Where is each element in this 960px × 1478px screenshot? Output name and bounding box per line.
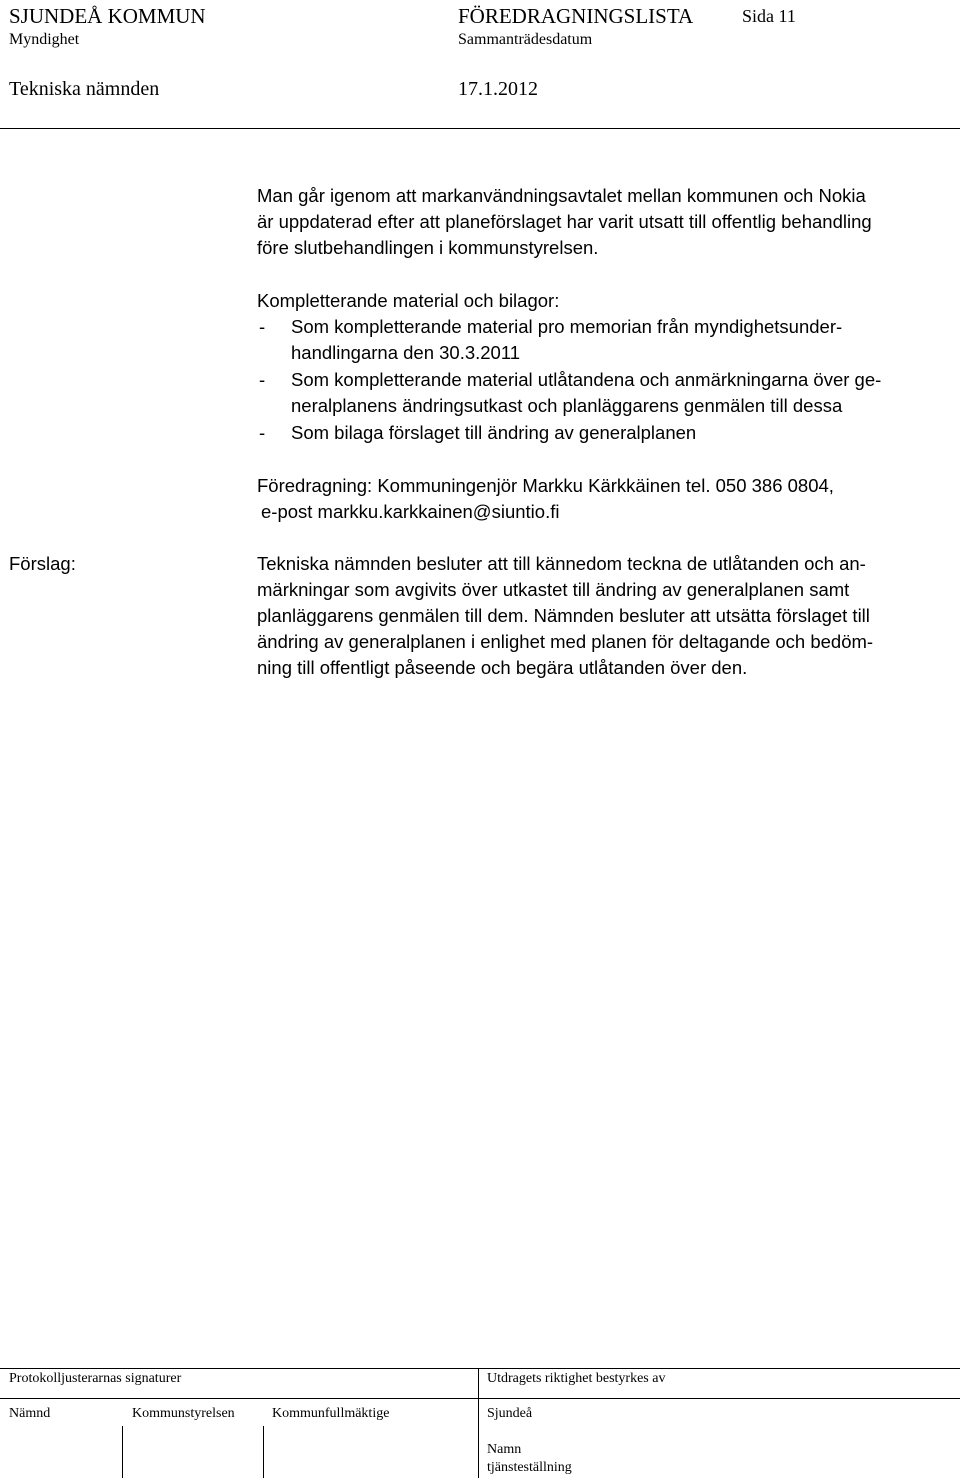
list-item-line: neralplanens ändringsutkast och planläggarens genmälen till dessa <box>291 395 843 416</box>
signature-column-label: Kommunstyrelsen <box>132 1406 235 1421</box>
list-bullet: - <box>259 422 266 443</box>
list-item-line: handlingarna den 30.3.2011 <box>291 342 521 363</box>
authority-label: Myndighet <box>9 31 80 48</box>
proposal-line: ning till offentligt påseende och begära utlåtanden över den. <box>257 657 748 678</box>
proposal-line: ändring av generalplanen i enlighet med planen för deltagande och bedöm- <box>257 631 874 652</box>
list-bullet: - <box>259 316 266 337</box>
intro-line: är uppdaterad efter att planeförslaget har varit utsatt till offentlig behandling <box>257 211 872 232</box>
presenter-email: e-post markku.karkkainen@siuntio.fi <box>261 501 560 522</box>
footer-divider-vertical <box>263 1426 264 1478</box>
name-label: Namn <box>487 1442 522 1457</box>
meeting-date-label: Sammanträdesdatum <box>458 31 593 48</box>
page-number: Sida 11 <box>742 6 796 26</box>
document-title: FÖREDRAGNINGSLISTA <box>458 4 694 28</box>
list-bullet: - <box>259 369 266 390</box>
footer-divider-top <box>0 1368 960 1369</box>
presenter-line: Föredragning: Kommuningenjör Markku Kärkkäinen tel. 050 386 0804, <box>257 475 834 496</box>
place-name: Sjundeå <box>487 1406 533 1421</box>
intro-line: Man går igenom att markanvändningsavtalet mellan kommunen och Nokia <box>257 185 866 206</box>
signature-column-label: Nämnd <box>9 1406 51 1421</box>
proposal-line: planläggarens genmälen till dem. Nämnden besluter att utsätta förslaget till <box>257 605 870 626</box>
proposal-line: Tekniska nämnden besluter att till kännedom teckna de utlåtanden och an- <box>257 553 866 574</box>
intro-line: före slutbehandlingen i kommunstyrelsen. <box>257 237 599 258</box>
footer-divider-vertical <box>478 1368 479 1478</box>
list-item-line: Som bilaga förslaget till ändring av generalplanen <box>291 422 697 443</box>
footer-divider-middle <box>0 1398 960 1399</box>
header-divider <box>0 128 960 129</box>
signature-column-label: Kommunfullmäktige <box>272 1406 390 1421</box>
list-item-line: Som kompletterande material utlåtandena och anmärkningarna över ge- <box>291 369 882 390</box>
meeting-date: 17.1.2012 <box>458 78 538 100</box>
footer-divider-vertical <box>122 1426 123 1478</box>
attachments-heading: Kompletterande material och bilagor: <box>257 290 560 311</box>
authority-name: Tekniska nämnden <box>9 78 160 100</box>
position-label: tjänsteställning <box>487 1460 572 1475</box>
verification-label: Utdragets riktighet bestyrkes av <box>487 1371 666 1386</box>
signatures-label: Protokolljusterarnas signaturer <box>9 1371 182 1386</box>
proposal-label: Förslag: <box>9 553 76 574</box>
organization-name: SJUNDEÅ KOMMUN <box>9 4 206 28</box>
list-item-line: Som kompletterande material pro memorian från myndighetsunder- <box>291 316 843 337</box>
proposal-line: märkningar som avgivits över utkastet till ändring av generalplanen samt <box>257 579 850 600</box>
